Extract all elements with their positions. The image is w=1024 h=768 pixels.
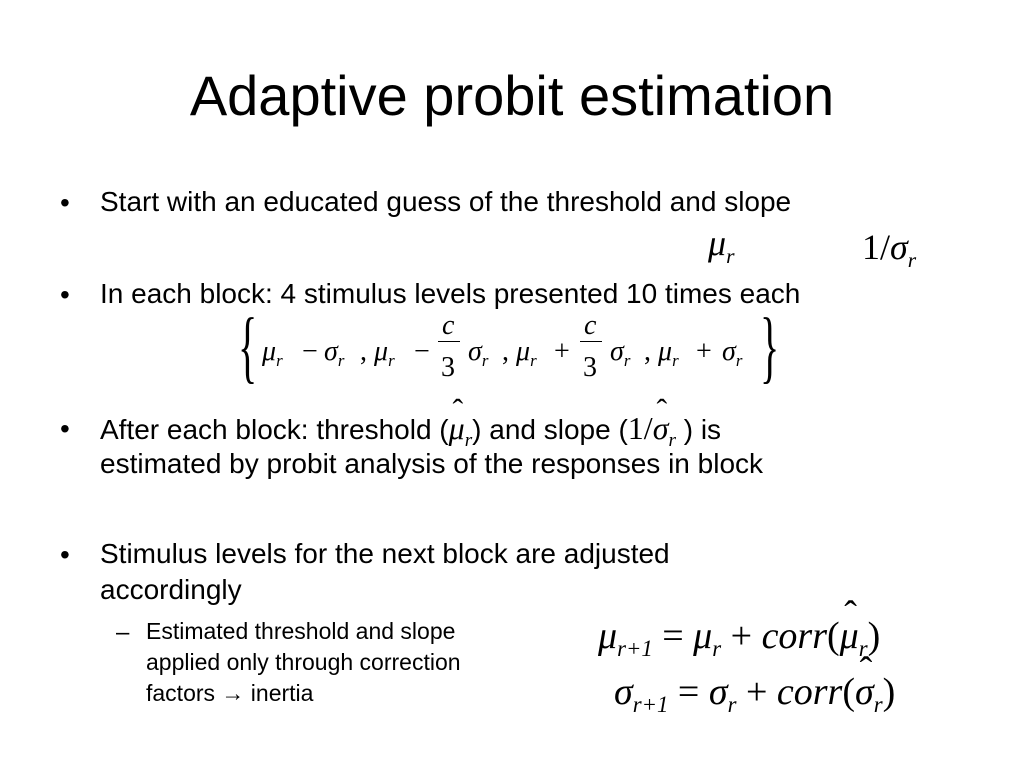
sub-bullet-line1: Estimated threshold and slope: [146, 618, 456, 644]
bullet-after-block-line2: estimated by probit analysis of the responses in block: [100, 448, 764, 479]
math-mu-update: $\mu_{r+1} = \mu_r$ + corr(ˆ $\mu_r$): [598, 614, 880, 658]
sub-bullet-line3: factors → inertia: [146, 680, 314, 706]
bullet-start-guess: Start with an educated guess of the threshold and slope: [100, 186, 792, 217]
math-mu-hat-r: ˆ $\mu_r$: [449, 410, 473, 446]
bullet-marker: •: [60, 413, 70, 444]
bullet-marker: •: [60, 279, 70, 310]
sub-bullet-marker: –: [116, 619, 130, 646]
bullet-marker: •: [60, 539, 70, 570]
bullet-next-block-line1: Stimulus levels for the next block are adjusted: [100, 538, 670, 569]
bullet-after-block-line1: After each block: threshold (ˆ $\mu_r$) and slope (1/ˆ $\sigma_r$ ) is: [100, 410, 721, 452]
math-stimulus-set: { $\mu_r$ − $\sigma_r$ , $\mu_r$ − c 3 $\sigma_r$ , $\mu_r$ + c 3 $\sigma_r$ , $\mu_r$ + $\sigma_r$ }: [238, 303, 780, 391]
sub-bullet-line2: applied only through correction: [146, 649, 461, 675]
math-sigma-update: $\sigma_{r+1} = \sigma_r$ + corr(ˆ $\sigma_r$): [614, 670, 895, 714]
math-slope-initial: $1/\sigma_r$: [862, 227, 917, 272]
bullet-marker: •: [60, 187, 70, 218]
math-mu-r: $\mu_r$: [708, 223, 735, 268]
math-slope-hat: 1/ˆ $\sigma_r$: [628, 410, 676, 446]
bullet-block-levels: In each block: 4 stimulus levels presented 10 times each: [100, 278, 801, 309]
bullet-next-block-line2: accordingly: [100, 574, 242, 605]
slide-title: Adaptive probit estimation: [189, 64, 835, 127]
